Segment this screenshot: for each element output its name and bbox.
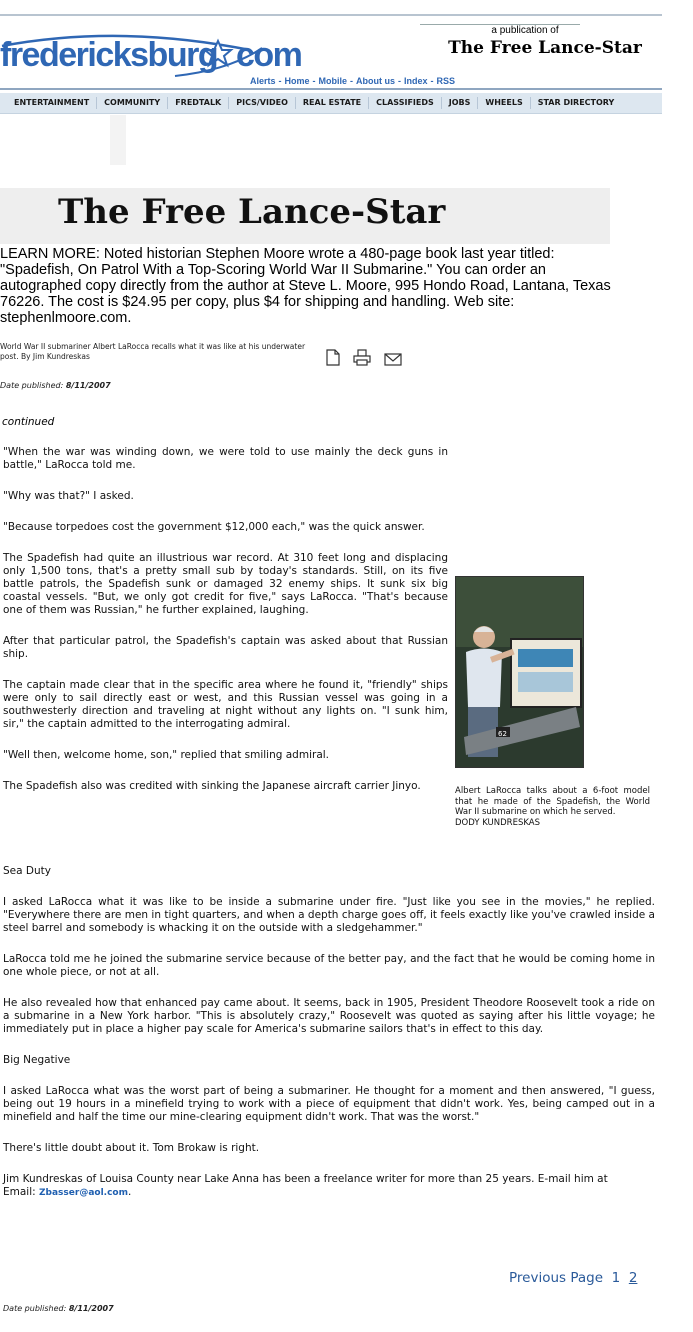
top-link-home[interactable]: Home bbox=[284, 76, 310, 86]
article-tools bbox=[326, 349, 402, 367]
author-bio-text: Jim Kundreskas of Louisa County near Lake Anna has been a freelance writer for more than 25 years. E-mail him at bbox=[3, 1173, 608, 1185]
paragraph: The Spadefish had quite an illustrious war record. At 310 feet long and displacing only 1,500 tons, that's a pretty small sub by today's standards. Still, on its five battle patrols, the Spadefish sunk or damaged 32 enemy ships. It sunk six big coastal vessels. "But, we only got credit for five," says LaRocca. "That's because one of them was Russian," he further explained, laughing. bbox=[3, 552, 448, 616]
previous-page-link[interactable]: Previous Page bbox=[509, 1270, 604, 1286]
top-link-about[interactable]: About us bbox=[356, 76, 396, 86]
paragraph: The captain made clear that in the specific area where he found it, "friendly" ships were only to sail directly east or west, and this Russian vessel was going in a southwesterly direction and traveling at night without any lights on. "I sunk him, sir," the captain admitted to the interrogating admiral. bbox=[3, 679, 448, 730]
date-label-bottom: Date published: bbox=[3, 1304, 67, 1313]
article-body-wide bbox=[3, 865, 655, 1200]
learn-more-text: LEARN MORE: Noted historian Stephen Moore wrote a 480-page book last year titled: "Spadefish, On Patrol With a Top-Scoring World War II Submarine." You can order an autographed copy directly from the author at Steve L. Moore, 995 Hondo Road, Lantana, Texas 76226. The cost is $24.95 per copy, plus $4 for shipping and handling. Web site: stephenlmoore.com. bbox=[0, 246, 611, 326]
email-link[interactable]: Zbasser@aol.com bbox=[39, 1188, 128, 1198]
publication-block bbox=[420, 25, 660, 58]
photo-illustration bbox=[456, 577, 583, 767]
paragraph: "Why was that?" I asked. bbox=[3, 490, 134, 502]
article-summary: World War II submariner Albert LaRocca recalls what it was like at his underwater post. By Jim Kundreskas bbox=[0, 342, 306, 361]
masthead-title: The Free Lance-Star bbox=[58, 192, 446, 232]
paragraph: "Because torpedoes cost the government $12,000 each," was the quick answer. bbox=[3, 521, 425, 533]
publication-name: The Free Lance-Star bbox=[448, 38, 642, 58]
email-label: Email: bbox=[3, 1186, 36, 1198]
top-link-index[interactable]: Index bbox=[404, 76, 428, 86]
top-link-alerts[interactable]: Alerts bbox=[250, 76, 276, 86]
paragraph: LaRocca told me he joined the submarine service because of the better pay, and the fact that he would be coming home in one whole piece, or not at all. bbox=[3, 953, 655, 978]
top-links: Alerts - Home - Mobile - About us - Index - RSS bbox=[250, 76, 456, 86]
article-photo[interactable] bbox=[455, 576, 584, 768]
publication-label: a publication of bbox=[491, 25, 559, 36]
main-nav bbox=[0, 93, 662, 114]
pagination bbox=[509, 1270, 637, 1286]
spacer-block bbox=[110, 115, 126, 165]
nav-pics-video[interactable]: PICS/VIDEO bbox=[229, 97, 296, 109]
nav-wheels[interactable]: WHEELS bbox=[478, 97, 530, 109]
date-published-bottom bbox=[3, 1304, 114, 1313]
top-link-rss[interactable]: RSS bbox=[436, 76, 456, 86]
author-bio bbox=[3, 1173, 655, 1200]
top-link-mobile[interactable]: Mobile bbox=[318, 76, 348, 86]
nav-rule bbox=[0, 88, 662, 90]
paragraph: There's little doubt about it. Tom Brokaw is right. bbox=[3, 1142, 260, 1154]
paragraph: I asked LaRocca what it was like to be inside a submarine under fire. "Just like you see in the movies," he replied. "Everywhere there are men in tight quarters, and when a depth charge goes off, it feels exactly like you've crawled inside a steel barrel and somebody is whacking it on the outside with a sledgehammer." bbox=[3, 896, 655, 934]
nav-entertainment[interactable]: ENTERTAINMENT bbox=[0, 97, 97, 109]
nav-star-directory[interactable]: STAR DIRECTORY bbox=[537, 98, 615, 107]
date-value-bottom: 8/11/2007 bbox=[68, 1304, 114, 1313]
masthead-banner bbox=[0, 188, 610, 244]
page-2-link[interactable]: 2 bbox=[628, 1270, 638, 1286]
logo-suffix: com bbox=[236, 36, 302, 74]
page-1: 1 bbox=[611, 1270, 621, 1286]
email-tail: . bbox=[127, 1186, 132, 1198]
page-icon[interactable] bbox=[326, 349, 340, 366]
section-heading: Big Negative bbox=[3, 1054, 71, 1066]
photo-caption-text: Albert LaRocca talks about a 6-foot model that he made of the Spadefish, the World War II submarine on which he served. bbox=[455, 786, 650, 817]
paragraph: After that particular patrol, the Spadefish's captain was asked about that Russian ship. bbox=[3, 635, 448, 660]
svg-text:62: 62 bbox=[498, 730, 507, 738]
nav-community[interactable]: COMMUNITY bbox=[97, 97, 168, 109]
continued-label: continued bbox=[2, 416, 55, 428]
nav-jobs[interactable]: JOBS bbox=[442, 97, 479, 109]
email-icon[interactable] bbox=[384, 353, 402, 367]
date-published-top bbox=[0, 381, 111, 390]
top-rule bbox=[0, 14, 662, 16]
print-icon[interactable] bbox=[353, 349, 371, 366]
paragraph: "When the war was winding down, we were told to use mainly the deck guns in battle," LaRocca told me. bbox=[3, 446, 448, 471]
photo-caption bbox=[455, 786, 650, 828]
logo-text: fredericksburg bbox=[0, 36, 218, 74]
nav-classifieds[interactable]: CLASSIFIEDS bbox=[369, 97, 442, 109]
section-heading: Sea Duty bbox=[3, 865, 51, 877]
article-body-narrow bbox=[3, 446, 448, 811]
nav-real-estate[interactable]: REAL ESTATE bbox=[296, 97, 369, 109]
paragraph: He also revealed how that enhanced pay came about. It seems, back in 1905, President Theodore Roosevelt took a ride on a submarine in a New York harbor. "This is absolutely crazy," Roosevelt was quoted as saying after his little voyage; he immediately put in place a higher pay scale for America's submarine sailors that's in effect to this day. bbox=[3, 997, 655, 1035]
photo-credit: DODY KUNDRESKAS bbox=[455, 817, 540, 828]
date-label: Date published: bbox=[0, 381, 64, 390]
paragraph: I asked LaRocca what was the worst part of being a submariner. He thought for a moment and then answered, "I guess, being out 19 hours in a minefield trying to work with a piece of equipment that didn't work. Yes, being camped out in a minefield and half the time our mine-clearing equipment didn't work. That was the worst." bbox=[3, 1085, 655, 1123]
date-value: 8/11/2007 bbox=[65, 381, 111, 390]
nav-fredtalk[interactable]: FREDTALK bbox=[168, 97, 229, 109]
paragraph: "Well then, welcome home, son," replied that smiling admiral. bbox=[3, 749, 330, 761]
paragraph: The Spadefish also was credited with sinking the Japanese aircraft carrier Jinyo. bbox=[3, 780, 421, 792]
